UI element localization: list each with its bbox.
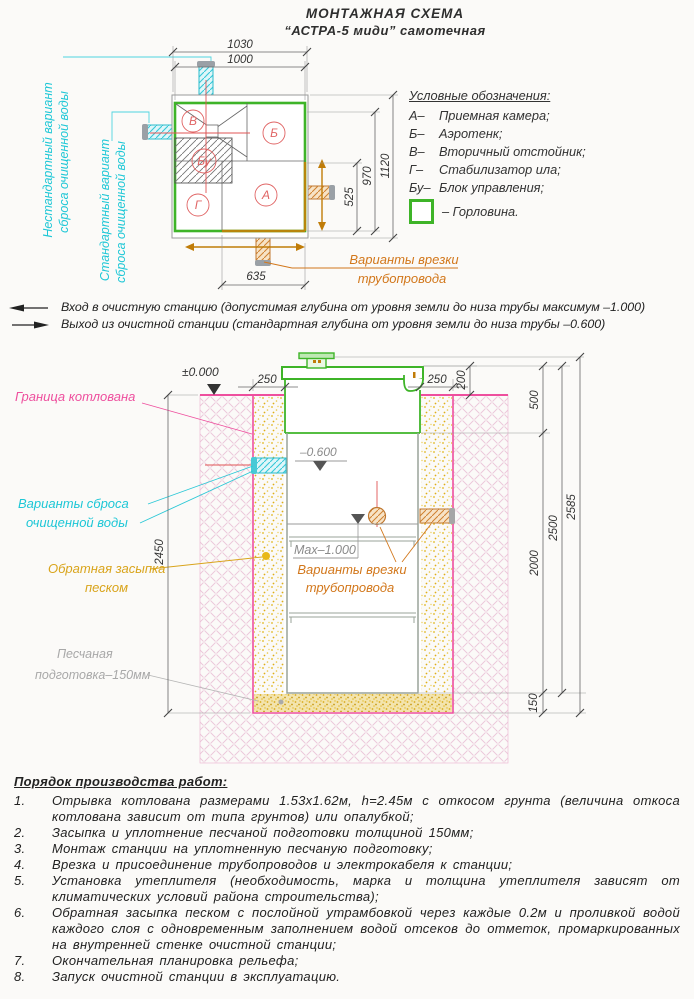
item-number: 3. — [14, 841, 26, 856]
plan-outlet-pipe-right — [307, 185, 335, 200]
nonstandard-discharge-label-line2: сброса очищенной воды — [57, 91, 71, 233]
section-view — [15, 353, 586, 763]
dim-250-right: 250 — [427, 374, 447, 386]
dim-200: 200 — [456, 370, 468, 390]
legend-label: – Горловина. — [442, 204, 519, 219]
pit-boundary-label: Граница котлована — [15, 389, 136, 404]
item-number: 4. — [14, 857, 26, 872]
dim-525: 525 — [344, 187, 356, 207]
plan-view — [41, 39, 459, 290]
zero-level-label: ±0.000 — [182, 365, 219, 379]
dim-150: 150 — [528, 693, 540, 713]
legend-label: Блок управления; — [439, 180, 545, 195]
dim-1000: 1000 — [227, 54, 253, 66]
dim-635: 635 — [246, 271, 266, 283]
work-order-title: Порядок производства работ: — [14, 774, 228, 789]
tank-vent — [299, 353, 334, 368]
backfill-label-line2: песком — [85, 580, 129, 595]
minus-0600-label: –0.600 — [300, 445, 337, 459]
legend-item — [409, 161, 679, 179]
work-order-item — [14, 793, 680, 825]
legend-item — [409, 107, 679, 125]
dim-2500: 2500 — [548, 515, 560, 541]
item-text: Окончательная планировка рельефа; — [52, 953, 299, 968]
standard-discharge-label-line1: Стандартный вариант — [98, 138, 112, 282]
outlet-note-text: Выход из очистной станции (стандартная глубина от уровня земли до низа трубы –0.600) — [61, 317, 606, 331]
item-text: Обратная засыпка песком с послойной утрамбовкой через каждые 0.2м и проливкой водой каждого слоя с одновременным заполнением водой отсеков до отметок, промаркированных на внутренней стенке очистной станции; — [52, 905, 680, 952]
section-tiein-label-line2: трубопровода — [305, 580, 395, 595]
tank-section — [279, 353, 424, 705]
legend-label: Стабилизатор ила; — [439, 162, 561, 177]
dim-500: 500 — [529, 390, 541, 410]
title-line2: “АСТРА-5 миди” самотечная — [284, 23, 486, 38]
inlet-arrow-icon — [8, 303, 50, 313]
dim-970: 970 — [362, 166, 374, 186]
outlet-note — [8, 316, 692, 333]
item-text: Отрывка котлована размерами 1.53х1.62м, h=2.45м с откосом грунта (величина откоса котлована зависит от типа грунтов) или опалубкой; — [52, 793, 680, 824]
item-number: 6. — [14, 905, 26, 920]
legend — [409, 88, 679, 224]
item-text: Установка утеплителя (необходимость, марка и толщина утеплителя зависят от климатических условий района строительства); — [52, 873, 680, 904]
zero-level-mark — [182, 365, 221, 395]
chamber-a-label: А — [261, 188, 271, 202]
item-number: 7. — [14, 953, 26, 968]
item-number: 8. — [14, 969, 26, 984]
outlet-arrow-icon — [8, 320, 50, 330]
legend-title: Условные обозначения: — [409, 88, 551, 103]
sand-prep-label-line2: подготовка–150мм — [35, 668, 151, 682]
legend-key: Бу– — [409, 180, 431, 195]
item-number: 1. — [14, 793, 26, 808]
plan-tiein-note — [264, 252, 459, 286]
standard-discharge-label-line2: сброса очищенной воды — [114, 141, 128, 283]
drawing-title — [130, 6, 640, 38]
legend-item — [409, 125, 679, 143]
legend-item-gorlovina — [409, 199, 679, 224]
dim-2450: 2450 — [154, 539, 166, 565]
inlet-note — [8, 299, 692, 316]
item-text: Запуск очистной станции в эксплуатацию. — [52, 969, 341, 984]
legend-key: Б– — [409, 126, 425, 141]
max-1000-label: Max–1.000 — [294, 543, 356, 557]
dim-2585: 2585 — [566, 494, 578, 520]
work-order-item — [14, 905, 680, 953]
sand-prep-label-line1: Песчаная — [57, 647, 113, 661]
work-order — [14, 774, 680, 985]
work-order-item — [14, 953, 680, 969]
backfill-label-line1: Обратная засыпка — [48, 561, 166, 576]
inlet-note-text: Вход в очистную станцию (допустимая глубина от уровня земли до низа трубы максимум –1.000) — [61, 300, 646, 314]
item-number: 5. — [14, 873, 26, 888]
work-order-item — [14, 825, 680, 841]
title-line1: МОНТАЖНАЯ СХЕМА — [305, 6, 465, 21]
dim-2000: 2000 — [529, 550, 541, 576]
neck-square-icon — [409, 199, 434, 224]
legend-label: Аэротенк; — [439, 126, 503, 141]
plan-inlet-pipe-left — [142, 124, 176, 140]
legend-item — [409, 179, 679, 197]
legend-item — [409, 143, 679, 161]
plan-tiein-label-line2: трубопровода — [357, 271, 447, 286]
legend-key: А– — [409, 108, 425, 123]
legend-label: Вторичный отстойник; — [439, 144, 586, 159]
dim-250-left: 250 — [257, 374, 277, 386]
item-text: Врезка и присоединение трубопроводов и электрокабеля к станции; — [52, 857, 513, 872]
nonstandard-discharge-label-line1: Нестандартный вариант — [41, 82, 55, 238]
legend-label: Приемная камера; — [439, 108, 550, 123]
legend-key: Г– — [409, 162, 424, 177]
item-text: Засыпка и уплотнение песчаной подготовки толщиной 150мм; — [52, 825, 474, 840]
dim-1030: 1030 — [227, 39, 253, 51]
tank-lid — [282, 367, 423, 379]
work-order-item — [14, 841, 680, 857]
chamber-g-label: Г — [194, 198, 202, 212]
work-order-item — [14, 873, 680, 905]
section-tiein-label-line1: Варианты врезки — [297, 562, 407, 577]
discharge-options-label-line2: очищенной воды — [26, 515, 128, 530]
plan-tiein-label-line1: Варианты врезки — [349, 252, 459, 267]
work-order-item — [14, 857, 680, 873]
work-order-item — [14, 969, 680, 985]
chamber-bu-label: Бу — [197, 154, 211, 168]
io-notes — [8, 299, 692, 333]
dim-1120: 1120 — [380, 153, 392, 179]
item-number: 2. — [14, 825, 26, 840]
legend-key: В– — [409, 144, 425, 159]
item-text: Монтаж станции на уплотненную песчаную подготовку; — [52, 841, 433, 856]
discharge-options-label-line1: Варианты сброса — [18, 496, 129, 511]
chamber-b-label: Б — [270, 126, 278, 140]
chamber-v-label: В — [188, 114, 198, 128]
